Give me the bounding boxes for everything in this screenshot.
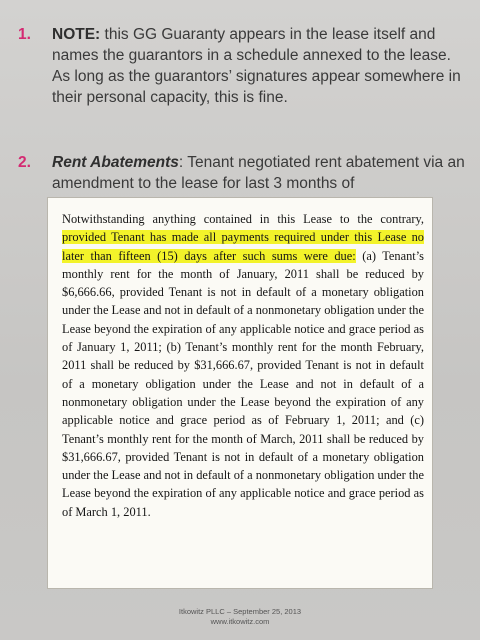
footer bbox=[0, 607, 480, 627]
lease-excerpt-text bbox=[62, 210, 424, 521]
excerpt-highlight: provided Tenant has made all payments required under this Lease no later than fifteen (15) days after such sums were due: bbox=[62, 230, 424, 263]
note-number: 2. bbox=[18, 154, 31, 171]
note-text bbox=[52, 152, 468, 192]
note-lead: NOTE: bbox=[52, 26, 101, 43]
note-body: : Tenant negotiated rent abatement via an amendment to the lease for last 3 months of bbox=[52, 154, 465, 192]
footer-website: www.itkowitz.com bbox=[210, 617, 270, 626]
note-body: this GG Guaranty appears in the lease itself and names the guarantors in a schedule annexed to the lease. As long as the guarantors’ signatures appear somewhere in their personal capacity, this is fine. bbox=[52, 26, 461, 106]
excerpt-start: Notwithstanding anything contained in this Lease to the contrary, bbox=[62, 212, 424, 226]
footer-firm-date: Itkowitz PLLC – September 25, 2013 bbox=[178, 607, 302, 616]
note-text bbox=[52, 24, 468, 108]
note-number: 1. bbox=[18, 26, 31, 43]
note-lead: Rent Abatements bbox=[52, 154, 179, 171]
note-item-1 bbox=[18, 24, 468, 108]
note-item-2 bbox=[18, 152, 468, 192]
excerpt-rest: (a) Tenant’s monthly rent for the month of January, 2011 shall be reduced by $6,666.66, provided Tenant is not in default of a monetary obligation under the Lease and not in default of a nonmonetary obligation under the Lease beyond the expiration of any applicable notice and grace period as of January 1, 2011; (b) Tenant’s monthly rent for the month February, 2011 shall be reduced by $31,666.67, provided Tenant is not in default of a monetary obligation under the Lease and not in default of a nonmonetary obligation under the Lease beyond the expiration of any applicable notice and grace period as of February 1, 2011; and (c) Tenant’s monthly rent for the month of March, 2011 shall be reduced by $31,666.67, provided Tenant is not in default of a monetary obligation under the Lease and not in default of a nonmonetary obligation under the Lease beyond the expiration of any applicable notice and grace period as of March 1, 2011. bbox=[62, 248, 425, 519]
lease-excerpt-scan bbox=[48, 198, 432, 588]
